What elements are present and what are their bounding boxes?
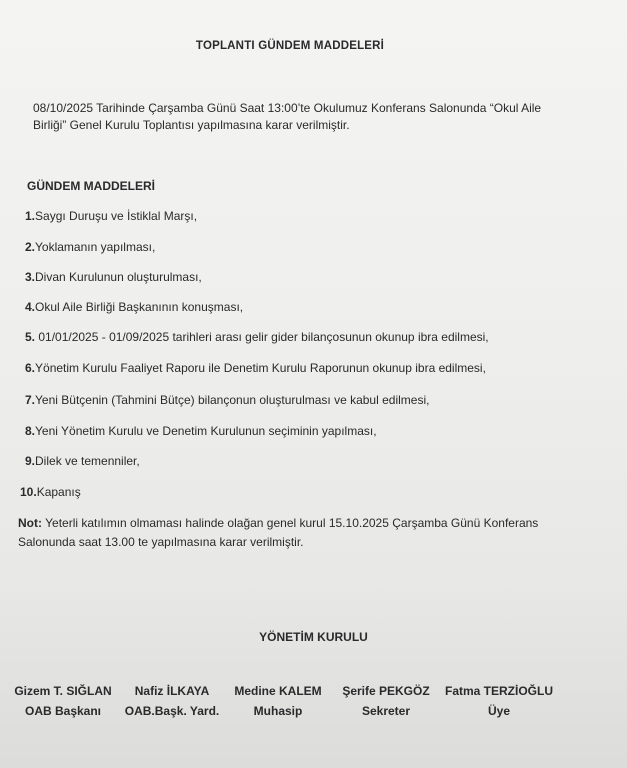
agenda-item bbox=[25, 270, 202, 284]
agenda-item-text: Divan Kurulunun oluşturulması, bbox=[35, 270, 202, 284]
signatory-role: Muhasip bbox=[253, 704, 303, 718]
agenda-item-number: 7. bbox=[25, 393, 36, 407]
signatory bbox=[226, 684, 330, 718]
agenda-item bbox=[25, 393, 429, 407]
agenda-item bbox=[25, 361, 486, 375]
agenda-item-number: 8. bbox=[25, 424, 36, 438]
agenda-item bbox=[25, 454, 140, 468]
note-text: Yeterli katılımın olmaması halinde olağan genel kurul 15.10.2025 Çarşamba Günü Konferans Salonunda saat 13.00 te yapılmasına karar verilmiştir. bbox=[18, 516, 539, 549]
agenda-item-text: Yönetim Kurulu Faaliyet Raporu ile Denetim Kurulu Raporunun okunup ibra edilmesi, bbox=[35, 361, 486, 375]
agenda-item-number: 1. bbox=[25, 209, 36, 223]
agenda-item-text: Dilek ve temenniler, bbox=[35, 454, 140, 468]
agenda-item bbox=[25, 240, 155, 254]
agenda-item-text: Okul Aile Birliği Başkanının konuşması, bbox=[35, 300, 244, 314]
agenda-item-text: 01/01/2025 - 01/09/2025 tarihleri arası gelir gider bilançosunun okunup ibra edilmesi, bbox=[35, 330, 489, 344]
agenda-item-number: 9. bbox=[25, 454, 36, 468]
signatory-name: Medine KALEM bbox=[234, 684, 322, 698]
intro-paragraph: 08/10/2025 Tarihinde Çarşamba Günü Saat 13:00’te Okulumuz Konferans Salonunda “Okul Aile Birliği” Genel Kurulu Toplantısı yapılmasına karar verilmiştir. bbox=[33, 101, 542, 132]
signatory-role: OAB Başkanı bbox=[24, 704, 102, 718]
agenda-item bbox=[20, 485, 81, 499]
agenda-item-text: Yoklamanın yapılması, bbox=[35, 240, 156, 254]
note-label: Not: bbox=[18, 516, 42, 530]
agenda-item bbox=[25, 424, 377, 438]
agenda-item bbox=[25, 300, 243, 314]
agenda-item bbox=[25, 209, 197, 223]
agenda-item-number: 3. bbox=[25, 270, 36, 284]
signatory-role: OAB.Başk. Yard. bbox=[124, 704, 220, 718]
signatory bbox=[334, 684, 438, 718]
agenda-item-number: 10. bbox=[20, 485, 37, 499]
agenda-item-number: 4. bbox=[25, 300, 36, 314]
agenda-item-number: 2. bbox=[25, 240, 36, 254]
document-title: TOPLANTI GÜNDEM MADDELERİ bbox=[195, 40, 385, 52]
signatory bbox=[8, 684, 118, 718]
agenda-item-number: 6. bbox=[25, 361, 36, 375]
signatory-name: Fatma TERZİOĞLU bbox=[444, 684, 553, 698]
signatory bbox=[440, 684, 558, 718]
signatory-role: Sekreter bbox=[361, 704, 411, 718]
agenda-item-number: 5. bbox=[25, 330, 36, 344]
agenda-item-text: Saygı Duruşu ve İstiklal Marşı, bbox=[35, 209, 198, 223]
agenda-item-text: Yeni Bütçenin (Tahmini Bütçe) bilançonun oluşturulması ve kabul edilmesi, bbox=[35, 393, 430, 407]
signatory-name: Nafiz İLKAYA bbox=[134, 684, 210, 698]
agenda-item-text: Yeni Yönetim Kurulu ve Denetim Kurulunun seçiminin yapılması, bbox=[35, 424, 377, 438]
agenda-heading: GÜNDEM MADDELERİ bbox=[27, 179, 155, 193]
signatory-name: Gizem T. SIĞLAN bbox=[14, 684, 112, 698]
signatory-role: Üye bbox=[487, 704, 510, 718]
signatory-name: Şerife PEKGÖZ bbox=[342, 684, 430, 698]
note-paragraph bbox=[18, 514, 578, 552]
agenda-item-text: Kapanış bbox=[36, 485, 81, 499]
agenda-item bbox=[25, 330, 489, 344]
board-title: YÖNETİM KURULU bbox=[259, 630, 368, 644]
signatory bbox=[118, 684, 226, 718]
